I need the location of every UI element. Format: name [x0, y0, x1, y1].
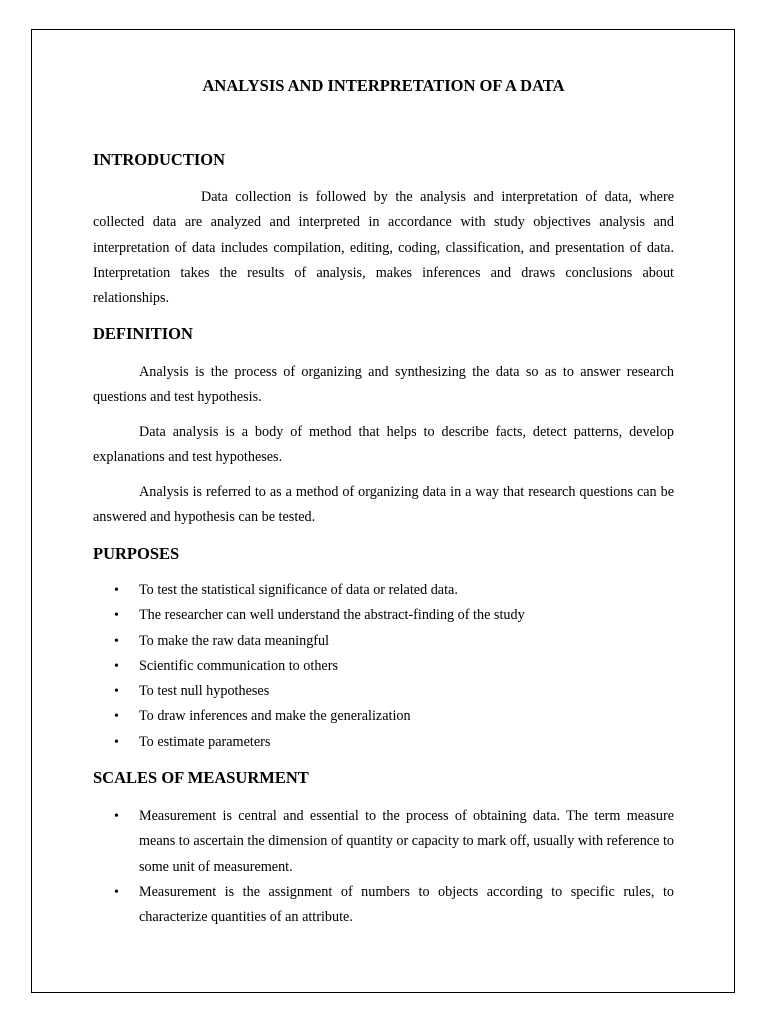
section-heading-definition: DEFINITION — [93, 324, 193, 343]
list-item-text: To test null hypotheses — [139, 683, 270, 700]
list-item-text: To draw inferences and make the generalization — [139, 708, 411, 725]
list-item — [93, 578, 674, 603]
list-item-text: To estimate parameters — [139, 733, 271, 750]
definition-paragraph-3: Analysis is referred to as a method of organizing data in a way that research questions can be answered and hypothesis can be tested. — [93, 484, 674, 526]
bullet-icon: • — [114, 809, 119, 824]
definition-paragraph-2: Data analysis is a body of method that helps to describe facts, detect patterns, develop explanations and test hypotheses. — [93, 424, 674, 466]
list-item-text: Scientific communication to others — [139, 657, 338, 674]
list-item-text: Measurement is the assignment of numbers to objects according to specific rules, to characterize quantities of an attribute. — [139, 883, 674, 926]
bullet-icon: • — [114, 583, 119, 598]
bullet-icon: • — [114, 734, 119, 750]
purposes-list — [93, 578, 674, 755]
document-title: ANALYSIS AND INTERPRETATION OF A DATA — [202, 76, 565, 95]
bullet-icon: • — [114, 633, 119, 649]
list-item — [93, 603, 674, 628]
list-item-text: Measurement is central and essential to the process of obtaining data. The term measure means to ascertain the dimension of quantity or capacity to mark off, usually with reference to some unit of measurement. — [139, 808, 674, 875]
introduction-paragraph: Data collection is followed by the analysis and interpretation of data, where collected data are analyzed and interpreted in accordance with study objectives analysis and interpretation of data includes compilation, editing, coding, classification, and presentation of data. Interpretation takes the results of analysis, makes inferences and draws conclusions about relationships. — [93, 189, 674, 307]
list-item — [93, 629, 674, 654]
list-item-text: To make the raw data meaningful — [139, 632, 330, 649]
list-item — [93, 880, 674, 931]
section-heading-scales-of-measurement: SCALES OF MEASURMENT — [93, 768, 309, 787]
bullet-icon: • — [114, 608, 119, 624]
bullet-icon: • — [114, 684, 119, 700]
bullet-icon: • — [114, 884, 119, 900]
scales-list — [93, 804, 674, 930]
bullet-icon: • — [114, 658, 119, 674]
section-heading-introduction: INTRODUCTION — [93, 150, 226, 169]
list-item-text: The researcher can well understand the abstract-finding of the study — [139, 607, 525, 624]
list-item — [93, 704, 674, 729]
list-item — [93, 679, 674, 704]
definition-paragraph-1: Analysis is the process of organizing and synthesizing the data so as to answer research questions and test hypothesis. — [93, 364, 674, 406]
section-heading-purposes: PURPOSES — [93, 544, 180, 563]
bullet-icon: • — [114, 709, 119, 725]
list-item — [93, 730, 674, 755]
list-item — [93, 654, 674, 679]
list-item-text: To test the statistical significance of data or related data. — [139, 582, 458, 598]
list-item — [93, 804, 674, 880]
